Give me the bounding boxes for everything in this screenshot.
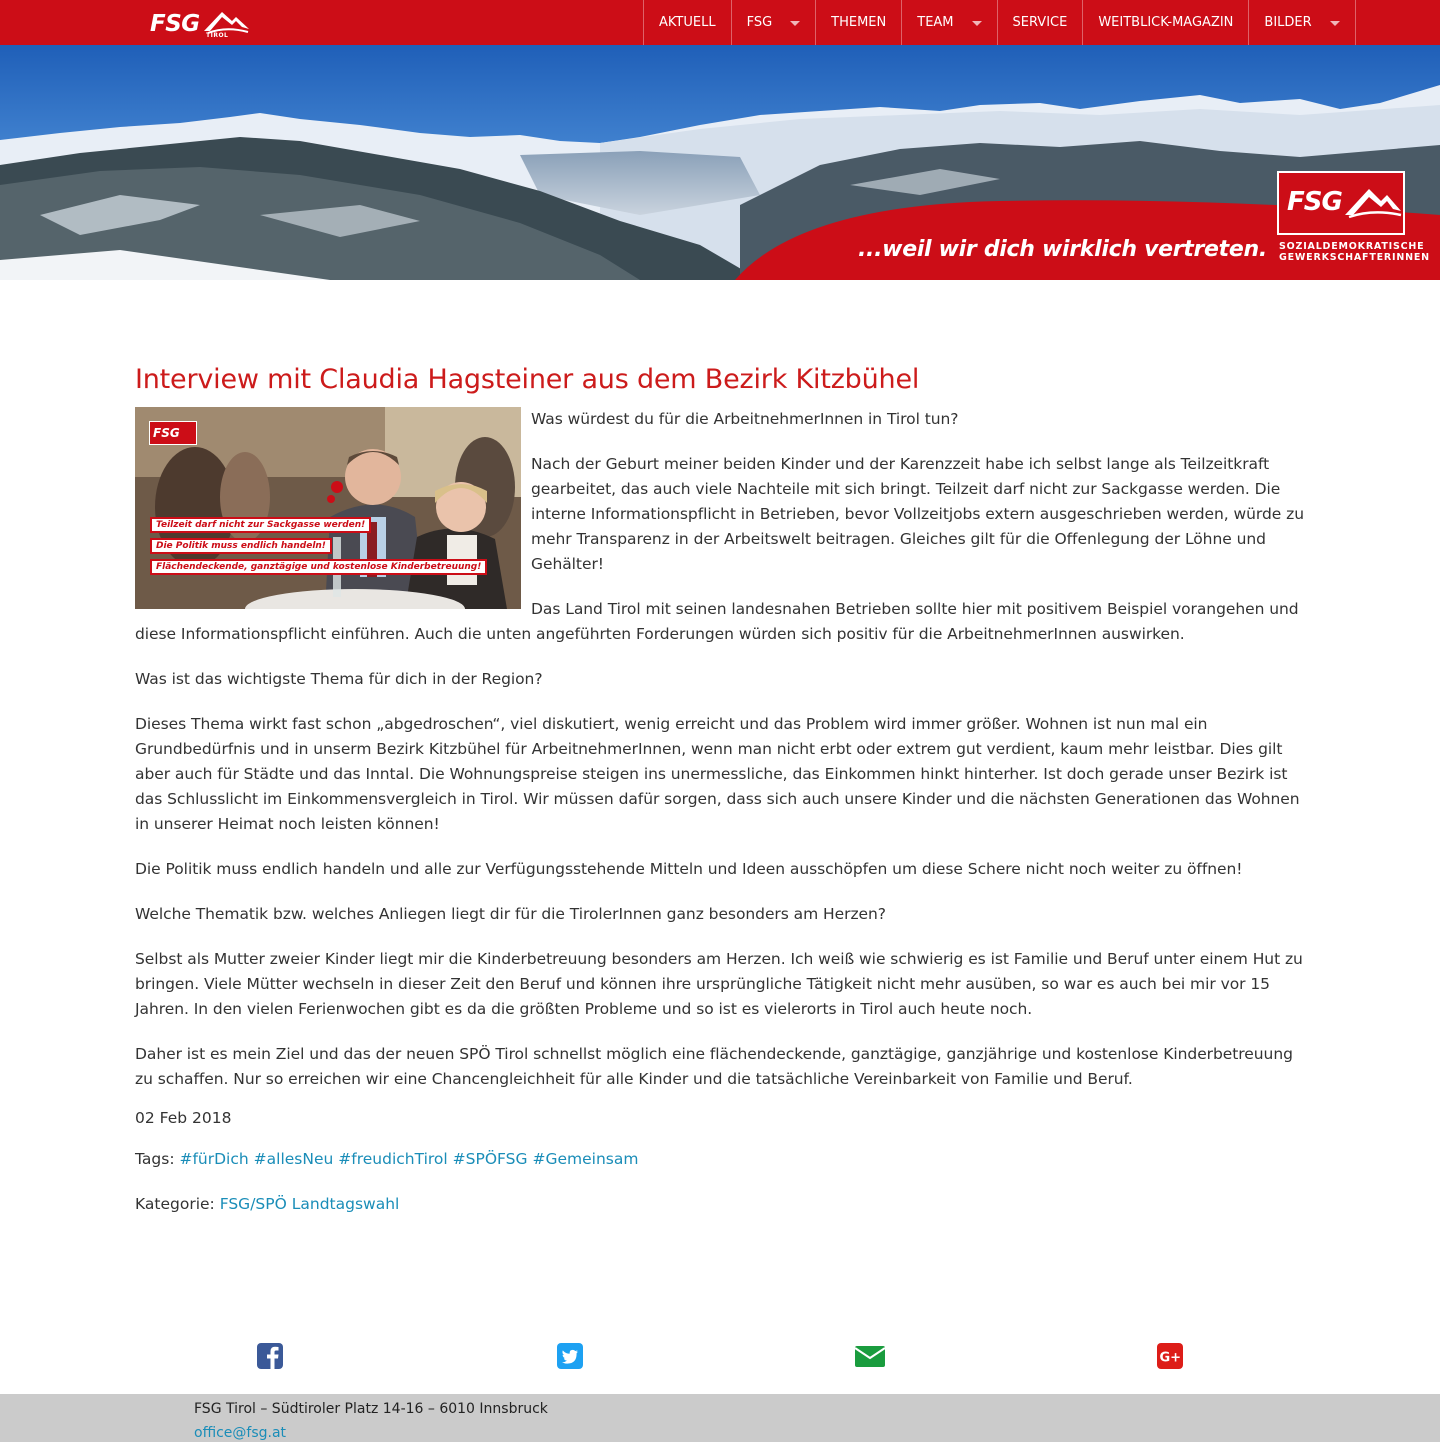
footer-email-link[interactable]: office@fsg.at: [194, 1425, 287, 1441]
photo-banner-line: Teilzeit darf nicht zur Sackgasse werden!: [150, 517, 371, 533]
article-paragraph: Nach der Geburt meiner beiden Kinder und der Karenzzeit habe ich selbst lange als Teilzeitkraft gearbeitet, das auch viele Nachteile mit sich bringt. Teilzeit darf nicht zur Sackgasse werden. Die interne Informationspflicht in Betrieben, bevor Vollzeitjobs extern ausgeschrieben werden, würde zu mehr Transparenz in der Arbeitswelt beitragen. Gleiches gilt für die Offenlegung der Löhne und Gehälter!: [531, 455, 1304, 573]
article-paragraph: Was würdest du für die ArbeitnehmerInnen in Tirol tun?: [531, 410, 959, 428]
caret-down-icon: [790, 21, 800, 26]
category-link[interactable]: FSG/SPÖ Landtagswahl: [219, 1195, 400, 1213]
top-navbar: [0, 0, 1440, 45]
footer: [0, 1394, 1440, 1442]
article-paragraph: Die Politik muss endlich handeln und alle zur Verfügungsstehende Mitteln und Ideen ausschöpfen um diese Schere nicht noch weiter zu öffnen!: [135, 860, 1243, 878]
google-plus-icon: [1156, 1342, 1184, 1370]
tag-link[interactable]: #allesNeu: [253, 1150, 334, 1168]
logo-sub: TIROL: [206, 32, 229, 39]
logo-text: FSG: [150, 11, 200, 37]
banner-subtitle: [1279, 241, 1430, 263]
nav-item-team[interactable]: [902, 0, 997, 45]
banner-sub-line: GEWERKSCHAFTERINNEN: [1279, 252, 1430, 263]
banner-logo-text: FSG: [1287, 187, 1342, 217]
twitter-share-button[interactable]: [556, 1342, 584, 1370]
nav-item-themen[interactable]: [816, 0, 902, 45]
article-date: 02 Feb 2018: [135, 1109, 232, 1127]
nav-label: FSG: [746, 15, 773, 30]
article-title: Interview mit Claudia Hagsteiner aus dem Bezirk Kitzbühel: [135, 364, 920, 395]
tag-link[interactable]: #freudichTirol: [338, 1150, 448, 1168]
nav-item-weitblick-magazin[interactable]: [1083, 0, 1249, 45]
article-paragraph: Das Land Tirol mit seinen landesnahen Betrieben sollte hier mit positivem Beispiel vorangehen und diese Informationspflicht einführen. Auch die unten angeführten Forderungen würden sich positiv für die ArbeitnehmerInnen auswirken.: [135, 600, 1299, 643]
nav-label: WEITBLICK-MAGAZIN: [1098, 15, 1234, 30]
mountain-logo-icon: [1343, 183, 1403, 223]
article-category: [135, 1192, 1305, 1217]
banner-fsg-logo: [1277, 171, 1405, 235]
nav-label: TEAM: [917, 15, 954, 30]
caret-down-icon: [1330, 21, 1340, 26]
caret-down-icon: [972, 21, 982, 26]
article-paragraph: Welche Thematik bzw. welches Anliegen liegt dir für die TirolerInnen ganz besonders am Herzen?: [135, 905, 886, 923]
photo-fsg-logo: FSG: [149, 421, 197, 445]
svg-text:G+: G+: [1159, 1350, 1182, 1366]
article-photo: [135, 407, 521, 609]
tag-link[interactable]: #SPÖFSG: [452, 1150, 528, 1168]
nav-item-aktuell[interactable]: [644, 0, 732, 45]
tags-label: Tags:: [135, 1150, 175, 1168]
banner-sub-line: SOZIALDEMOKRATISCHE: [1279, 241, 1425, 252]
email-share-button[interactable]: [854, 1342, 886, 1370]
category-label: Kategorie:: [135, 1195, 215, 1213]
nav-label: BILDER: [1264, 15, 1312, 30]
nav-item-service[interactable]: [998, 0, 1084, 45]
photo-banner-line: Flächendeckende, ganztägige und kostenlose Kinderbetreuung!: [150, 559, 487, 575]
article-paragraph: Selbst als Mutter zweier Kinder liegt mir die Kinderbetreuung besonders am Herzen. Ich weiß wie schwierig es ist Familie und Beruf unter einem Hut zu bringen. Viele Mütter wechseln in dieser Zeit den Beruf und können ihre ursprüngliche Tätigkeit nicht mehr ausüben, so war es auch bei mir vor 15 Jahren. In den vielen Ferienwochen gibt es da die größten Probleme und so ist es vielerorts in Tirol auch heute noch.: [135, 950, 1303, 1018]
nav-item-fsg[interactable]: [732, 0, 817, 45]
tag-link[interactable]: #Gemeinsam: [532, 1150, 639, 1168]
nav-label: THEMEN: [831, 15, 887, 30]
header-banner: [0, 45, 1440, 280]
article-paragraph: Was ist das wichtigste Thema für dich in der Region?: [135, 670, 543, 688]
facebook-share-button[interactable]: [256, 1342, 284, 1370]
photo-banner-line: Die Politik muss endlich handeln!: [150, 538, 332, 554]
google-plus-share-button[interactable]: [1156, 1342, 1184, 1370]
main-nav: [643, 0, 1356, 45]
nav-label: AKTUELL: [659, 15, 716, 30]
banner-slogan: ...weil wir dich wirklich vertreten.: [858, 237, 1267, 262]
fsg-logo[interactable]: [150, 9, 250, 39]
twitter-icon: [556, 1342, 584, 1370]
article-paragraph: Dieses Thema wirkt fast schon „abgedroschen“, viel diskutiert, wenig erreicht und das Problem wird immer größer. Wohnen ist nun mal ein Grundbedürfnis und in unserm Bezirk Kitzbühel für ArbeitnehmerInnen, wenn man nicht erbt oder extrem gut verdient, kaum mehr leistbar. Dies gilt aber auch für Städte und das Inntal. Die Wohnungspreise steigen ins unermessliche, das Einkommen hinkt hinterher. Ist doch gerade unser Bezirk ist das Schlusslicht im Einkommensvergleich in Tirol. Wir müssen dafür sorgen, dass sich auch unsere Kinder und die nächsten Generationen das Wohnen in unserer Heimat noch leisten können!: [135, 715, 1300, 833]
nav-label: SERVICE: [1012, 15, 1068, 30]
email-icon: [854, 1342, 886, 1370]
article-paragraph: Daher ist es mein Ziel und das der neuen SPÖ Tirol schnellst möglich eine flächendeckende, ganztägige, ganzjährige und kostenlose Kinderbetreuung zu schaffen. Nur so erreichen wir eine Chancengleichheit für alle Kinder und die tatsächliche Vereinbarkeit von Familie und Beruf.: [135, 1045, 1293, 1088]
article-tags: [135, 1147, 1305, 1172]
nav-item-bilder[interactable]: [1249, 0, 1355, 45]
tag-link[interactable]: #fürDich: [179, 1150, 249, 1168]
article: [135, 360, 1305, 1237]
footer-address: FSG Tirol – Südtiroler Platz 14-16 – 6010 Innsbruck: [194, 1401, 548, 1417]
facebook-icon: [256, 1342, 284, 1370]
